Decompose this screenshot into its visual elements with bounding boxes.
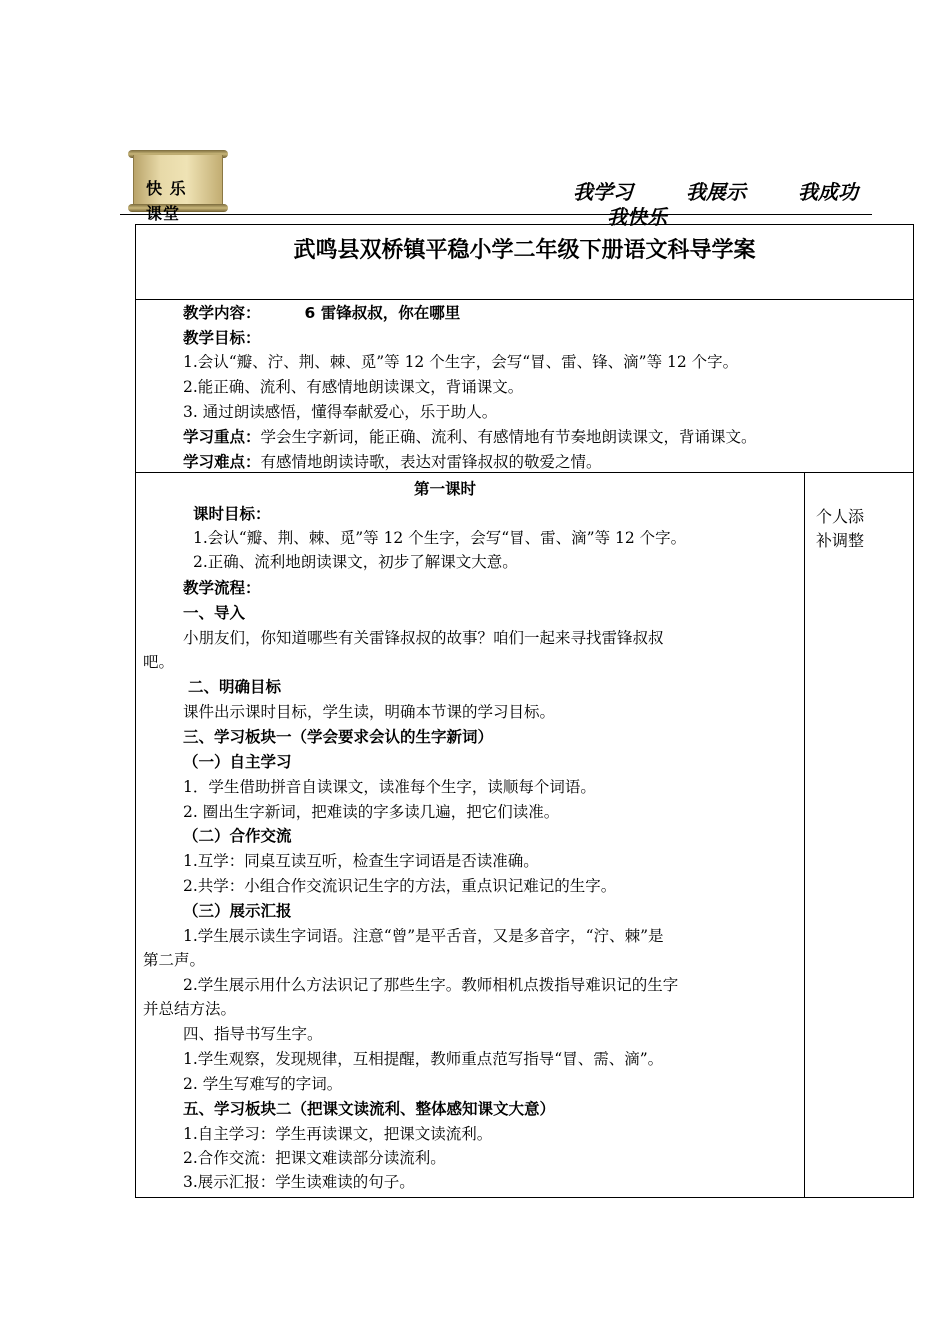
key-label: 学习重点： — [183, 428, 261, 446]
goal-item: 2.能正确、流利、有感情地朗读课文，背诵课文。 — [183, 378, 524, 396]
list-item: 2.学生展示用什么方法识记了那些生字。教师相机点拨指导难识记的生字 — [183, 976, 679, 994]
goal-item: 1.会认“瓣、泞、荆、棘、觅”等 12 个生字，会写“冒、雷、锋、滴”等 12 个字。 — [183, 353, 739, 371]
lesson-heading: 第一课时 — [414, 480, 477, 498]
slogan-item: 我展示 — [686, 180, 746, 204]
table-row-divider — [136, 299, 913, 300]
difficulty-label: 学习难点： — [183, 453, 261, 471]
subsection-title: （二）合作交流 — [183, 827, 292, 845]
lesson-plan-table — [135, 224, 914, 1198]
subsection-title: （三）展示汇报 — [183, 902, 292, 920]
content-value: 6 雷锋叔叔，你在哪里 — [304, 304, 461, 322]
key-text: 学会生字新词，能正确、流利、有感情地有节奏地朗读课文，背诵课文。 — [260, 428, 757, 446]
header-divider — [120, 214, 872, 215]
list-item: 2. 圈出生字新词，把难读的字多读几遍，把它们读准。 — [183, 803, 560, 821]
document-title: 武鸣县双桥镇平稳小学二年级下册语文科导学案 — [293, 238, 756, 263]
badge-text-line1: 快 乐 — [146, 179, 187, 198]
section-title: 二、明确目标 — [188, 678, 282, 696]
list-item: 1.互学：同桌互读互听，检查生字词语是否读准确。 — [183, 852, 539, 870]
section-text: 吧。 — [143, 653, 175, 671]
goal-item: 3. 通过朗读感悟，懂得奉献爱心，乐于助人。 — [183, 403, 498, 421]
objectives-label: 课时目标： — [193, 505, 271, 523]
subsection-title: （一）自主学习 — [183, 753, 292, 771]
notes-label-line1: 个人添 — [816, 507, 865, 526]
section-title: 四、指导书写生字。 — [183, 1025, 323, 1043]
list-item-continued: 并总结方法。 — [143, 1000, 237, 1018]
section-text: 小朋友们，你知道哪些有关雷锋叔叔的故事？咱们一起来寻找雷锋叔叔 — [183, 629, 664, 647]
list-item: 1.学生观察，发现规律，互相提醒，教师重点范写指导“冒、需、滴”。 — [183, 1050, 664, 1068]
difficulty-row — [183, 451, 602, 473]
key-point-row — [183, 426, 757, 448]
list-item: 1.自主学习：学生再读课文，把课文读流利。 — [183, 1125, 493, 1143]
list-item: 2.共学：小组合作交流识记生字的方法，重点识记难记的生字。 — [183, 877, 617, 895]
personal-notes-column — [816, 505, 891, 553]
list-item-continued: 第二声。 — [143, 951, 206, 969]
content-row — [183, 302, 460, 324]
difficulty-text: 有感情地朗读诗歌，表达对雷锋叔叔的敬爱之情。 — [260, 453, 602, 471]
section-title: 三、学习板块一（学会要求会认的生字新词） — [183, 728, 494, 746]
goals-label: 教学目标： — [183, 329, 261, 347]
notes-label-line2: 补调整 — [816, 531, 865, 550]
list-item: 3.展示汇报：学生读难读的句子。 — [183, 1173, 415, 1191]
section-title: 五、学习板块二（把课文读流利、整体感知课文大意） — [183, 1100, 556, 1118]
objective-item: 1.会认“瓣、荆、棘、觅”等 12 个生字，会写“冒、雷、滴”等 12 个字。 — [193, 529, 687, 547]
list-item: 1.学生展示读生字词语。注意“曾”是平舌音，又是多音字，“泞、棘”是 — [183, 927, 664, 945]
section-title: 一、导入 — [183, 604, 246, 622]
content-label: 教学内容： — [183, 304, 261, 322]
badge-text-line2: 课堂 — [146, 204, 181, 223]
section-text: 课件出示课时目标，学生读，明确本节课的学习目标。 — [183, 703, 556, 721]
process-label: 教学流程： — [183, 579, 261, 597]
list-item: 1．学生借助拼音自读课文，读准每个生字，读顺每个词语。 — [183, 778, 596, 796]
slogan-item: 我学习 — [573, 180, 633, 204]
list-item: 2. 学生写难写的字词。 — [183, 1075, 343, 1093]
objective-item: 2.正确、流利地朗读课文，初步了解课文大意。 — [193, 553, 518, 571]
table-column-divider — [804, 472, 805, 1197]
slogan-item: 我快乐 — [607, 205, 667, 229]
slogan-item: 我成功 — [798, 180, 858, 204]
list-item: 2.合作交流：把课文难读部分读流利。 — [183, 1149, 446, 1167]
